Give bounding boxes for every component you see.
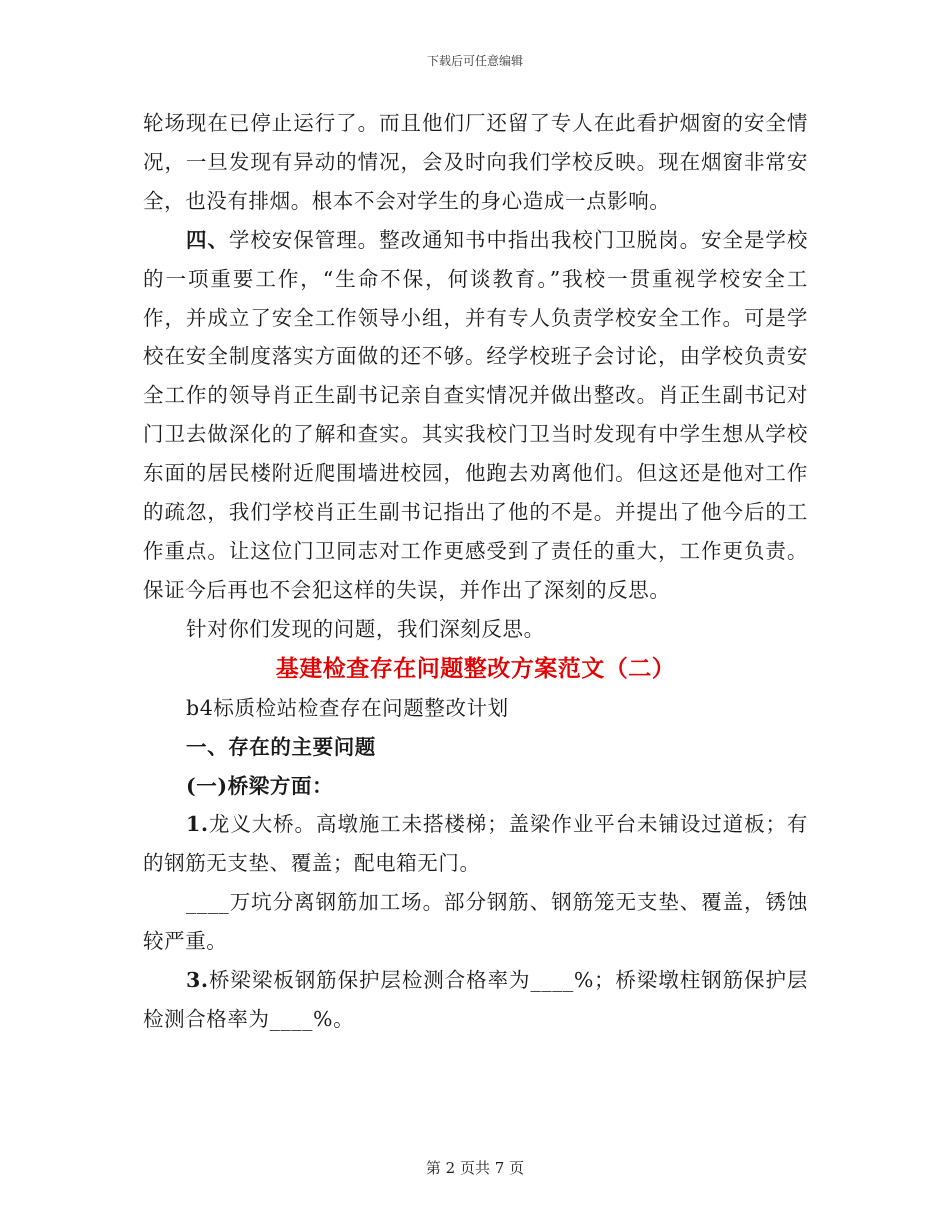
list-item-text: 龙义大桥。高墩施工未搭楼梯；盖梁作业平台未铺设过道板；有的钢筋无支垫、覆盖；配电箱无门。 [143,812,808,876]
list-item-number: 3. [186,968,209,993]
page-footer: 第 2 页共 7 页 [425,1159,525,1177]
document-body [143,104,808,1039]
list-item: ____万坑分离钢筋加工场。部分钢筋、钢筋笼无支垫、覆盖，锈蚀较严重。 [143,890,808,954]
document-subtitle: b4标质检站检查存在问题整改计划 [186,695,509,720]
page-header: 下载后可任意编辑 [426,54,523,68]
paragraph-reflection: 针对你们发现的问题，我们深刻反思。 [186,616,545,641]
paragraph-security [143,221,808,610]
section-heading: 一、存在的主要问题 [186,734,376,759]
subsection-heading: (一)桥梁方面： [186,773,334,798]
list-item [143,961,808,1039]
paragraph-security-text: 学校安保管理。整改通知书中指出我校门卫脱岗。安全是学校的一项重要工作，“生命不保，何谈教育。”我校一贯重视学校安全工作，并成立了安全工作领导小组，并有专人负责学校安全工作。可是学校在安全制度落实方面做的还不够。经学校班子会讨论，由学校负责安全工作的领导肖正生副书记亲自查实情况并做出整改。肖正生副书记对门卫去做深化的了解和查实。其实我校门卫当时发现有中学生想从学校东面的居民楼附近爬围墙进校园，他跑去劝离他们。但这还是他对工作的疏忽，我们学校肖正生副书记指出了他的不是。并提出了他今后的工作重点。让这位门卫同志对工作更感受到了责任的重大，工作更负责。保证今后再也不会犯这样的失误，并作出了深刻的反思。 [143,227,808,602]
section-number: 四、 [186,227,229,252]
list-item [143,805,808,883]
paragraph-chimney: 轮场现在已停止运行了。而且他们厂还留了专人在此看护烟窗的安全情况，一旦发现有异动的情况，会及时向我们学校反映。现在烟窗非常安全，也没有排烟。根本不会对学生的身心造成一点影响。 [143,111,808,213]
list-item-number: 1. [186,812,209,837]
list-item-text: 桥梁梁板钢筋保护层检测合格率为____%；桥梁墩柱钢筋保护层检测合格率为____%。 [143,968,808,1031]
document-title: 基建检查存在问题整改方案范文（二） [275,654,676,682]
